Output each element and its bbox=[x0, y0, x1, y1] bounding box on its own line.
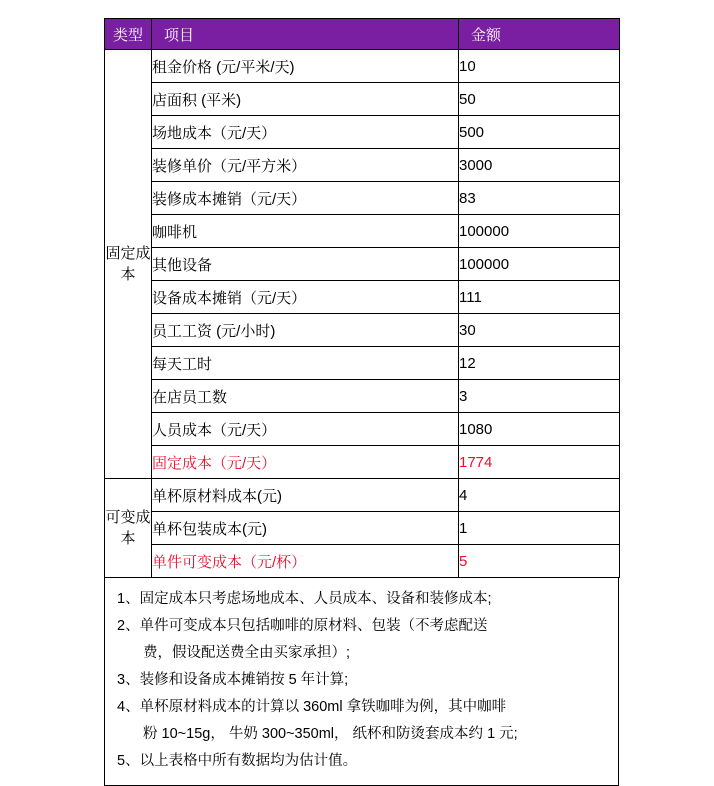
table-row bbox=[105, 545, 620, 578]
table-row bbox=[105, 512, 620, 545]
row-item-label: 咖啡机 bbox=[152, 215, 459, 248]
row-item-label: 租金价格 (元/平米/天) bbox=[152, 50, 459, 83]
row-amount-value: 10 bbox=[459, 50, 620, 83]
table-row bbox=[105, 116, 620, 149]
table-row bbox=[105, 380, 620, 413]
table-row bbox=[105, 281, 620, 314]
row-item-label: 装修成本摊销（元/天） bbox=[152, 182, 459, 215]
table-body bbox=[105, 50, 620, 578]
row-amount-value: 111 bbox=[459, 281, 620, 314]
table-header bbox=[105, 19, 620, 50]
row-amount-value: 500 bbox=[459, 116, 620, 149]
row-amount-value: 4 bbox=[459, 479, 620, 512]
row-amount-value: 30 bbox=[459, 314, 620, 347]
row-item-label: 单杯原材料成本(元) bbox=[152, 479, 459, 512]
row-amount-value: 3000 bbox=[459, 149, 620, 182]
row-item-label: 员工工资 (元/小时) bbox=[152, 314, 459, 347]
notes-block bbox=[104, 578, 619, 786]
note-line: 2、单件可变成本只包括咖啡的原材料、包装（不考虑配送 bbox=[117, 618, 488, 634]
row-item-label: 单杯包装成本(元) bbox=[152, 512, 459, 545]
note-line: 4、单杯原材料成本的计算以 360ml 拿铁咖啡为例，其中咖啡 bbox=[117, 699, 507, 715]
table-header-row bbox=[105, 19, 620, 50]
row-amount-value: 12 bbox=[459, 347, 620, 380]
row-item-label: 单件可变成本（元/杯） bbox=[152, 545, 459, 578]
column-header-amount: 金额 bbox=[459, 19, 620, 50]
row-amount-value: 1080 bbox=[459, 413, 620, 446]
row-amount-value: 100000 bbox=[459, 215, 620, 248]
note-line-continued: 粉 10~15g， 牛奶 300~350ml， 纸杯和防烫套成本约 1 元; bbox=[143, 726, 518, 742]
row-item-label: 每天工时 bbox=[152, 347, 459, 380]
row-item-label: 装修单价（元/平方米） bbox=[152, 149, 459, 182]
table-row bbox=[105, 347, 620, 380]
row-item-label: 固定成本（元/天） bbox=[152, 446, 459, 479]
row-item-label: 店面积 (平米) bbox=[152, 83, 459, 116]
table-row bbox=[105, 215, 620, 248]
row-amount-value: 50 bbox=[459, 83, 620, 116]
row-amount-value: 5 bbox=[459, 545, 620, 578]
note-line: 1、固定成本只考虑场地成本、人员成本、设备和装修成本; bbox=[117, 591, 492, 607]
row-item-label: 设备成本摊销（元/天） bbox=[152, 281, 459, 314]
row-item-label: 其他设备 bbox=[152, 248, 459, 281]
table-row bbox=[105, 149, 620, 182]
cost-breakdown-table bbox=[104, 18, 620, 578]
row-group-type-label: 可变成本 bbox=[105, 479, 152, 578]
row-item-label: 人员成本（元/天） bbox=[152, 413, 459, 446]
note-line: 3、装修和设备成本摊销按 5 年计算; bbox=[117, 672, 349, 688]
table-row bbox=[105, 182, 620, 215]
table-row bbox=[105, 248, 620, 281]
column-header-type: 类型 bbox=[105, 19, 152, 50]
note-line: 5、以上表格中所有数据均为估计值。 bbox=[117, 753, 358, 769]
table-row bbox=[105, 446, 620, 479]
row-amount-value: 3 bbox=[459, 380, 620, 413]
note-line-continued: 费，假设配送费全由买家承担）; bbox=[143, 645, 351, 661]
row-item-label: 场地成本（元/天） bbox=[152, 116, 459, 149]
table-row bbox=[105, 50, 620, 83]
row-amount-value: 1 bbox=[459, 512, 620, 545]
table-row bbox=[105, 314, 620, 347]
row-item-label: 在店员工数 bbox=[152, 380, 459, 413]
table-row bbox=[105, 83, 620, 116]
row-amount-value: 1774 bbox=[459, 446, 620, 479]
row-amount-value: 100000 bbox=[459, 248, 620, 281]
row-group-type-label: 固定成本 bbox=[105, 50, 152, 479]
table-row bbox=[105, 413, 620, 446]
column-header-item: 项目 bbox=[152, 19, 459, 50]
table-row bbox=[105, 479, 620, 512]
row-amount-value: 83 bbox=[459, 182, 620, 215]
